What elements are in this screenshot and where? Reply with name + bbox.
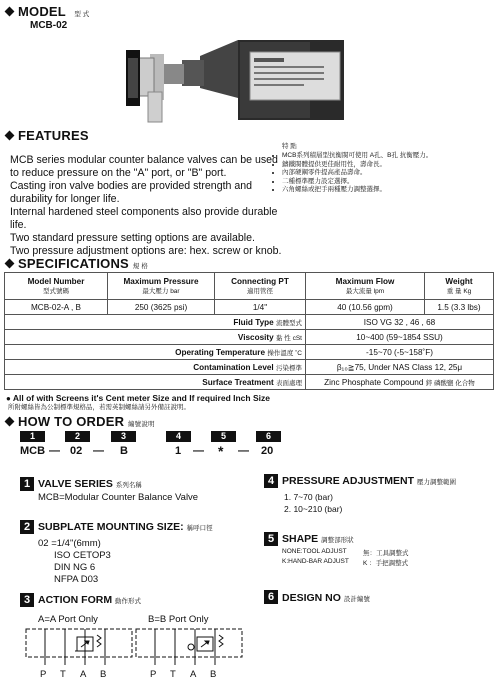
- design-no-title: DESIGN NO 設計編號: [282, 592, 370, 604]
- valve-series-body: MCB=Modular Counter Balance Valve: [38, 492, 199, 503]
- order-code: *: [218, 443, 224, 459]
- feature-cn-item: • 二種標準壓力設定選擇。: [282, 178, 500, 187]
- pressure-line: 2. 10~210 (bar): [284, 504, 343, 514]
- order-title: HOW TO ORDER 編號說明: [6, 414, 155, 430]
- order-code: 02: [70, 445, 83, 457]
- order-dash: —: [193, 445, 204, 457]
- port-label: P: [40, 669, 47, 680]
- port-label: P: [150, 669, 157, 680]
- port-label: A: [80, 669, 87, 680]
- pressure-line: 1. 7~70 (bar): [284, 492, 333, 502]
- table-row: MCB-02-A , B 250 (3625 psi) 1/4" 40 (10.56 gpm) 1.5 (3.3 lbs): [5, 300, 494, 315]
- shape-title: SHAPE 調整部形狀: [282, 533, 354, 545]
- order-code: B: [120, 445, 128, 457]
- shape-line-cn: 無：工具調整式: [363, 550, 409, 557]
- table-row: Operating Temperature 操作溫度 ˚C -15~70 (-5~158˚F): [5, 345, 494, 360]
- diamond-icon: [5, 417, 15, 427]
- specs-table: Model Number 型式號碼 Maximum Pressure 最大壓力 bar Connecting PT 適用管徑 Maximum Flow 最大流量 lpm Weight 重 量 Kg MCB-02-A , B 250 (3625 psi) 1/4" 40 (10.56 gpm) 1.5 (3.3 lbs) Fluid Type 流體型式 ISO VG 32 , 46 , 68 Viscosity 黏 性 cSt 10~400 (59~1854 SSU) Operating Temperature 操作溫度 ˚C -15~70 (-5~158˚F) Contamination Level 污染標準 β₁₀≧75, Under NAS Class 12, 25μ Surface Treatment 表面處理 Zinc Phosphate Compound 鋅 磷酸鹽 化合物: [4, 272, 494, 390]
- order-dash: —: [238, 445, 249, 457]
- features-title: FEATURES: [6, 128, 89, 143]
- order-number: 6: [256, 431, 281, 442]
- order-number: 2: [65, 431, 90, 442]
- section-number: 5: [264, 532, 278, 546]
- port-label: A: [190, 669, 197, 680]
- table-row: Viscosity 黏 性 cSt 10~400 (59~1854 SSU): [5, 330, 494, 345]
- features-list-en: [0, 154, 280, 258]
- section-number: 3: [20, 593, 34, 607]
- order-dash: —: [49, 445, 60, 457]
- order-dash: —: [93, 445, 104, 457]
- subplate-line: ISO CETOP3: [54, 550, 111, 561]
- valve-series-title: VALVE SERIES 系列名稱: [38, 478, 142, 490]
- feature-item: • Two pressure adjustment options are: hex. screw or knob.: [10, 245, 300, 258]
- diamond-icon: [5, 7, 15, 17]
- action-form-title: ACTION FORM 動作形式: [38, 594, 141, 606]
- size-note-cn: 所附螺絲皆為公制標準規格品，若需英制螺絲請另外備註說明。: [8, 404, 190, 411]
- subplate-line: 02 =1/4"(6mm): [38, 538, 101, 549]
- subplate-line: NFPA D03: [54, 574, 99, 585]
- table-row: Contamination Level 污染標準 β₁₀≧75, Under NAS Class 12, 25μ: [5, 360, 494, 375]
- table-row: Fluid Type 流體型式 ISO VG 32 , 46 , 68: [5, 315, 494, 330]
- shape-line-cn: K ：手把調整式: [363, 560, 409, 567]
- port-label: T: [60, 669, 66, 680]
- size-note: ● All of with Screens it's Cent meter Size and If required Inch Size: [6, 393, 270, 403]
- order-number: 5: [211, 431, 236, 442]
- section-number: 2: [20, 520, 34, 534]
- b-port-label: B=B Port Only: [148, 614, 209, 625]
- specs-title: SPECIFICATIONS 規 格: [6, 256, 148, 272]
- order-number: 3: [111, 431, 136, 442]
- a-port-label: A=A Port Only: [38, 614, 98, 625]
- port-label: B: [210, 669, 217, 680]
- feature-item: • MCB series modular counter balance valves can be used to reduce pressure on the "A" port, or "B" port.: [10, 154, 280, 180]
- diamond-icon: [5, 259, 15, 269]
- features-list-cn: [270, 152, 500, 195]
- subplate-line: DIN NG 6: [54, 562, 96, 573]
- features-cn-title: 特 點: [282, 143, 297, 150]
- valve-image: [120, 28, 350, 128]
- pressure-adjustment-title: PRESSURE ADJUSTMENT 壓力調整範圍: [282, 475, 456, 487]
- feature-cn-item: • 鑄鐵閥體提供更佳耐用性，壽命長。: [282, 161, 500, 170]
- subplate-title: SUBPLATE MOUNTING SIZE: 稱呼口徑: [38, 521, 213, 533]
- order-code: MCB: [20, 445, 46, 457]
- order-number: 1: [20, 431, 45, 442]
- model-cn: 型 式: [74, 11, 90, 18]
- feature-item: • Two standard pressure setting options are available.: [10, 232, 280, 245]
- port-label: T: [170, 669, 176, 680]
- port-label: B: [100, 669, 107, 680]
- shape-line: NONE:TOOL ADJUST: [282, 548, 347, 555]
- section-number: 4: [264, 474, 278, 488]
- a-port-schematic: [25, 625, 135, 669]
- feature-cn-item: • 六角螺絲或把手兩種壓力調整選擇。: [282, 186, 500, 195]
- model-code: MCB-02: [30, 20, 68, 31]
- feature-item: • Casting iron valve bodies are provided strength and durability for longer life.: [10, 180, 280, 206]
- order-code: 20: [261, 445, 274, 457]
- diamond-icon: [5, 131, 15, 141]
- order-number: 4: [166, 431, 191, 442]
- order-code: 1: [175, 445, 182, 457]
- table-row: Surface Treatment 表面處理 Zinc Phosphate Compound 鋅 磷酸鹽 化合物: [5, 375, 494, 390]
- model-label: MODEL: [18, 4, 66, 19]
- shape-line: K:HAND-BAR ADJUST: [282, 558, 349, 565]
- section-number: 1: [20, 477, 34, 491]
- section-number: 6: [264, 590, 278, 604]
- feature-cn-item: • 內部硬鋼零件提高產品壽命。: [282, 169, 500, 178]
- feature-item: • Internal hardened steel components also provide durable life.: [10, 206, 280, 232]
- model-header: [6, 3, 89, 21]
- feature-cn-item: • MCB系列積層型抗衡閥可使用 A孔、B孔 抗衡壓力。: [282, 152, 500, 161]
- b-port-schematic: [135, 625, 245, 669]
